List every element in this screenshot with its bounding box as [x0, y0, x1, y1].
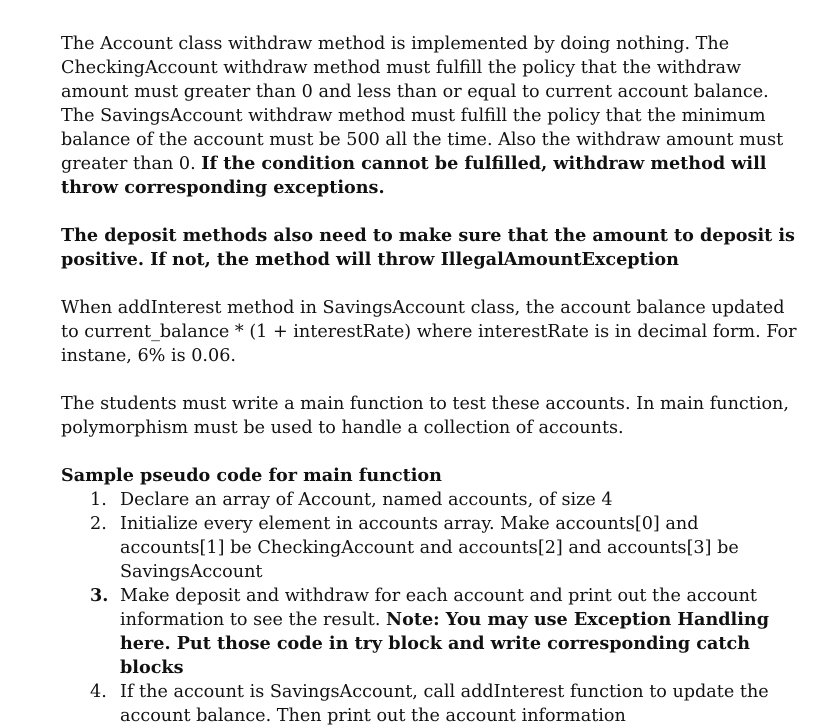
withdraw-exception-note: If the condition cannot be fulfilled, withdraw method will throw corresponding exceptions.: [61, 153, 767, 198]
list-item: [61, 680, 801, 728]
list-item-number: 3.: [90, 585, 109, 606]
withdraw-policy-text: The Account class withdraw method is implemented by doing nothing. The CheckingAccount withdraw method must fulfill the policy that the withdraw amount must greater than 0 and less than or equal to current account balance. The SavingsAccount withdraw method must fulfill the policy that the minimum balance of the account must be 500 all the time. Also the withdraw amount must greater than 0.: [61, 34, 784, 174]
list-item: [61, 512, 801, 584]
pseudo-code-list: [61, 488, 801, 728]
paragraph-withdraw-policy: [61, 32, 801, 200]
paragraph-main-function: The students must write a main function to test these accounts. In main function, polymorphism must be used to handle a collection of accounts.: [61, 394, 789, 438]
list-item: [61, 584, 801, 680]
list-item-text: Declare an array of Account, named accounts, of size 4: [120, 490, 613, 510]
sample-pseudo-code-section: [61, 464, 801, 728]
list-item-text: Make deposit and withdraw for each account and print out the account information to see the result.: [120, 586, 757, 630]
paragraph-deposit-policy: The deposit methods also need to make sure that the amount to deposit is positive. If not, the method will throw IllegalAmountException: [61, 225, 795, 270]
list-item-number: 4.: [90, 682, 107, 702]
paragraph-add-interest: When addInterest method in SavingsAccount class, the account balance updated to current_balance * (1 + interestRate) where interestRate is in decimal form. For instane, 6% is 0.06.: [61, 298, 797, 366]
list-item: [61, 488, 801, 512]
list-item-text: If the account is SavingsAccount, call addInterest function to update the account balance. Then print out the account information: [120, 682, 769, 726]
document-body: [61, 32, 801, 728]
list-item-number: 2.: [90, 514, 107, 534]
sample-heading: Sample pseudo code for main function: [61, 465, 442, 486]
list-item-number: 1.: [90, 490, 107, 510]
exception-handling-note: Note: You may use Exception Handling here. Put those code in try block and write corresponding catch blocks: [120, 609, 769, 678]
list-item-text: Initialize every element in accounts array. Make accounts[0] and accounts[1] be CheckingAccount and accounts[2] and accounts[3] be SavingsAccount: [120, 514, 739, 582]
